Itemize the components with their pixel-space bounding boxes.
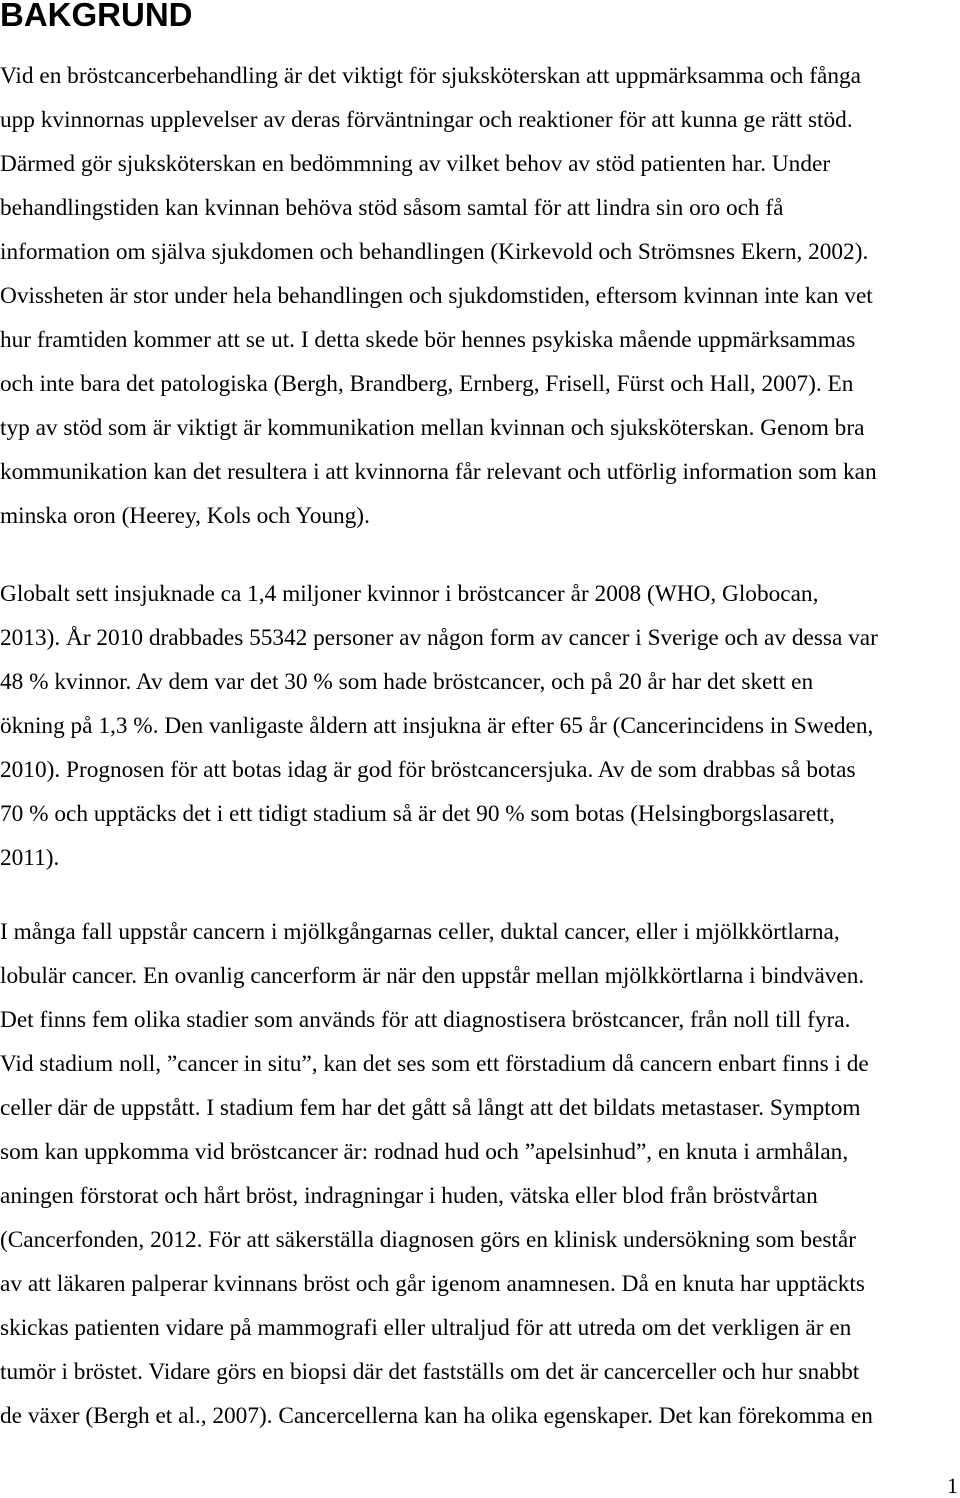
text-line: ökning på 1,3 %. Den vanligaste åldern att insjukna är efter 65 år (Cancerincidens in Sweden, [0,713,874,739]
paragraph-statistics [0,572,960,880]
text-line: skickas patienten vidare på mammografi eller ultraljud för att utreda om det verkligen är en [0,1315,852,1341]
text-line: 70 % och upptäcks det i ett tidigt stadium så är det 90 % som botas (Helsingborgslasarett, [0,801,835,827]
text-line: som kan uppkomma vid bröstcancer är: rodnad hud och ”apelsinhud”, en knuta i armhålan, [0,1139,849,1165]
text-line: I många fall uppstår cancern i mjölkgångarnas celler, duktal cancer, eller i mjölkkörtlarna, [0,919,840,945]
section-heading: BAKGRUND [0,0,193,33]
paragraph-background-intro [0,54,960,538]
text-line: Det finns fem olika stadier som används för att diagnostisera bröstcancer, från noll till fyra. [0,1007,851,1033]
text-line: celler där de uppstått. I stadium fem har det gått så långt att det bildats metastaser. Symptom [0,1095,861,1121]
text-line: minska oron (Heerey, Kols och Young). [0,503,370,529]
text-line: behandlingstiden kan kvinnan behöva stöd såsom samtal för att lindra sin oro och få [0,195,784,221]
paragraph-pathology [0,910,960,1438]
text-line: 48 % kvinnor. Av dem var det 30 % som hade bröstcancer, och på 20 år har det skett en [0,669,814,695]
text-line: Globalt sett insjuknade ca 1,4 miljoner kvinnor i bröstcancer år 2008 (WHO, Globocan, [0,581,819,607]
text-line: information om själva sjukdomen och behandlingen (Kirkevold och Strömsnes Ekern, 2002). [0,239,869,265]
text-line: de växer (Bergh et al., 2007). Cancercellerna kan ha olika egenskaper. Det kan förekomma en [0,1403,873,1429]
text-line: Därmed gör sjuksköterskan en bedömmning av vilket behov av stöd patienten har. Under [0,151,831,177]
text-line: Ovissheten är stor under hela behandlingen och sjukdomstiden, eftersom kvinnan inte kan vet [0,283,873,309]
text-line: (Cancerfonden, 2012. För att säkerställa diagnosen görs en klinisk undersökning som består [0,1227,856,1253]
text-line: typ av stöd som är viktigt är kommunikation mellan kvinnan och sjuksköterskan. Genom bra [0,415,865,441]
text-line: av att läkaren palperar kvinnans bröst och går igenom anamnesen. Då en knuta har upptäckts [0,1271,865,1297]
text-line: 2011). [0,845,60,871]
text-line: kommunikation kan det resultera i att kvinnorna får relevant och utförlig information som kan [0,459,877,485]
text-line: Vid stadium noll, ”cancer in situ”, kan det ses som ett förstadium då cancern enbart finns i de [0,1051,869,1077]
text-line: tumör i bröstet. Vidare görs en biopsi där det fastställs om det är cancerceller och hur snabbt [0,1359,860,1385]
text-line: upp kvinnornas upplevelser av deras förväntningar och reaktioner för att kunna ge rätt stöd. [0,107,853,133]
text-line: Vid en bröstcancerbehandling är det viktigt för sjuksköterskan att uppmärksamma och fånga [0,63,861,89]
text-line: 2013). År 2010 drabbades 55342 personer av någon form av cancer i Sverige och av dessa var [0,625,878,651]
text-line: aningen förstorat och hårt bröst, indragningar i huden, vätska eller blod från bröstvårtan [0,1183,818,1209]
text-line: 2010). Prognosen för att botas idag är god för bröstcancersjuka. Av de som drabbas så botas [0,757,856,783]
text-line: lobulär cancer. En ovanlig cancerform är när den uppstår mellan mjölkkörtlarna i bindväven. [0,963,865,989]
page-number: 1 [947,1473,958,1498]
text-line: hur framtiden kommer att se ut. I detta skede bör hennes psykiska mående uppmärksammas [0,327,856,353]
text-line: och inte bara det patologiska (Bergh, Brandberg, Ernberg, Frisell, Fürst och Hall, 2007). En [0,371,854,397]
